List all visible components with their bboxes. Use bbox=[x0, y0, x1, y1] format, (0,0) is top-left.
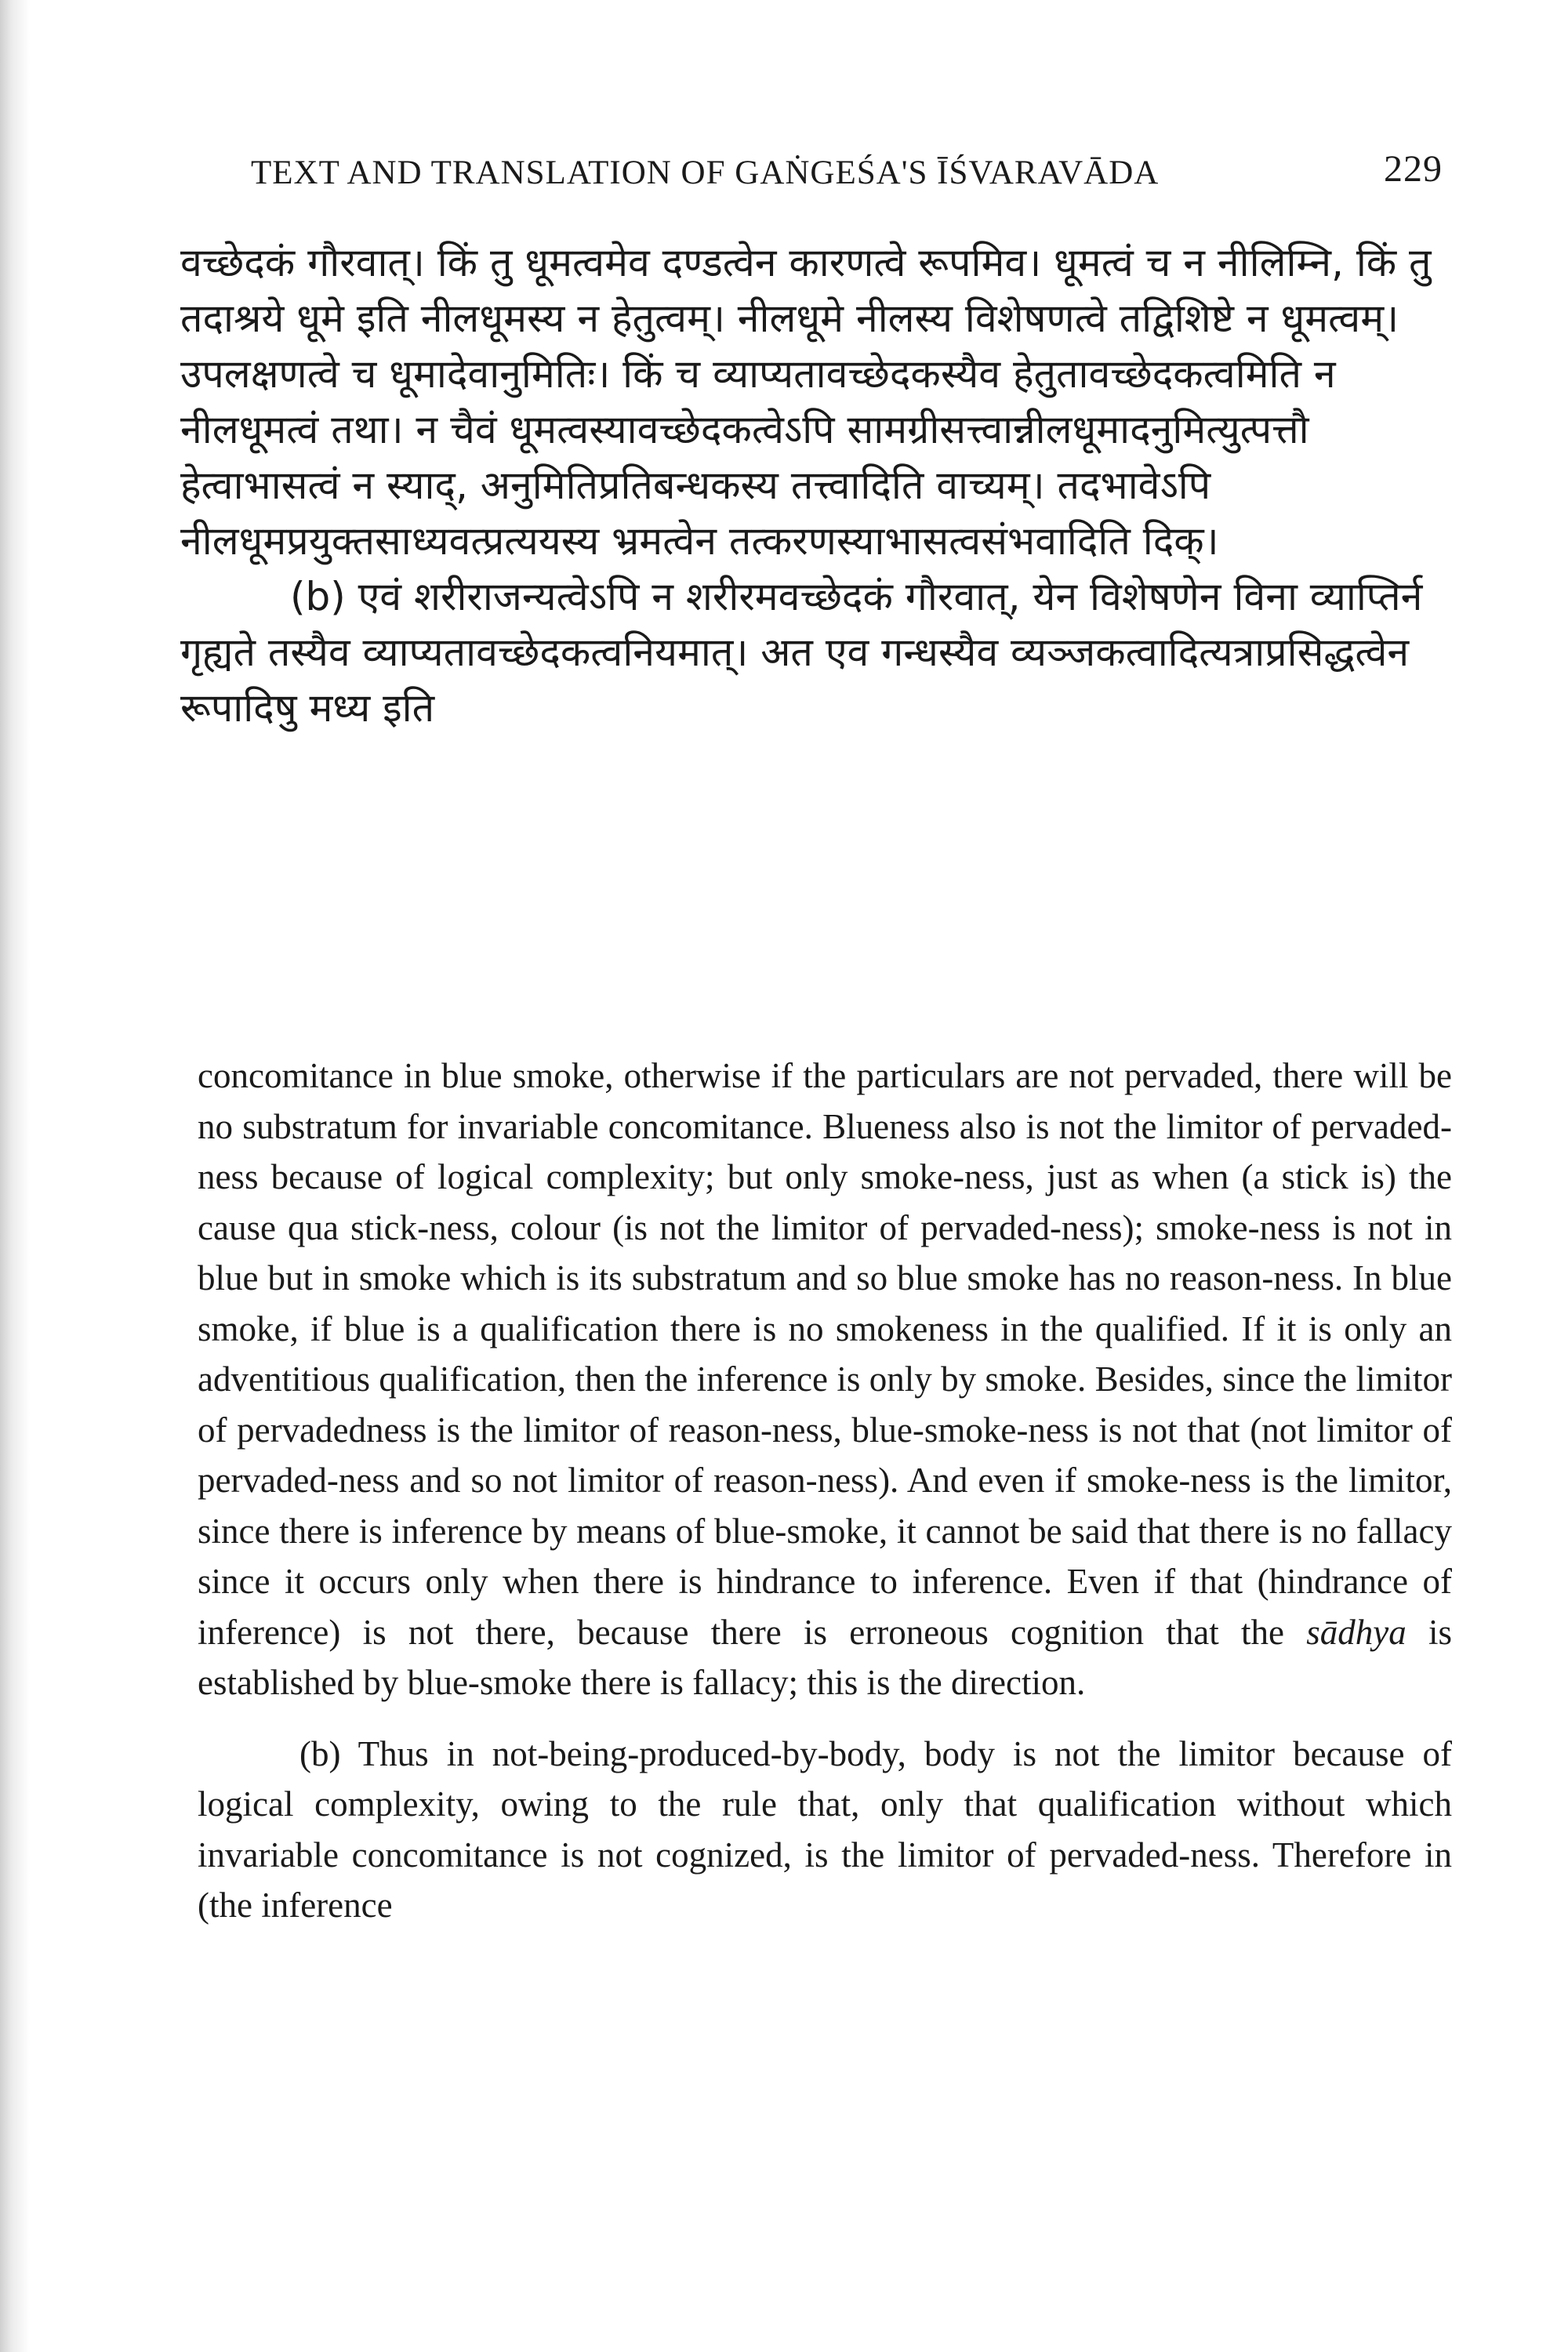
english-translation-block bbox=[198, 1051, 1452, 1931]
page-number: 229 bbox=[1384, 148, 1443, 190]
translation-text-end: is established by blue-smoke there is fallacy; this is the direction. bbox=[198, 1612, 1453, 1702]
italic-term: sādhya bbox=[1306, 1612, 1406, 1652]
sanskrit-paragraph-1: वच्छेदकं गौरवात्। किं तु धूमत्वमेव दण्डत्वेन कारणत्वे रूपमिव। धूमत्वं च न नीलिम्नि, किं तु तदाश्रये धूमे इति नीलधूमस्य न हेतुत्वम्। नीलधूमे नीलस्य विशेषणत्वे तद्विशिष्टे न धूमत्वम्। उपलक्षणत्वे च धूमादेवानुमितिः। किं च व्याप्यतावच्छेदकस्यैव हेतुतावच्छेदकत्वमिति न नीलधूमत्वं तथा। न चैवं धूमत्वस्यावच्छेदकत्वेऽपि सामग्रीसत्त्वान्नीलधूमादनुमित्युत्पत्तौ हेत्वाभासत्वं न स्याद्, अनुमितिप्रतिबन्धकस्य तत्त्वादिति वाच्यम्। तदभावेऽपि नीलधूमप्रयुक्तसाध्यवत्प्रत्ययस्य भ्रमत्वेन तत्करणस्याभासत्वसंभवादिति दिक्। bbox=[180, 240, 1432, 564]
running-header bbox=[251, 147, 1443, 202]
translation-text: concomitance in blue smoke, otherwise if the particulars are not pervaded, there will be no substratum for invariable concomitance. Blueness also is not the limitor of pervaded-ness because of logical complexity; but only smoke-ness, just as when (a stick is) the cause qua stick-ness, colour (is not the limitor of pervaded-ness); smoke-ness is not in blue but in smoke which is its substratum and so blue smoke has no reason-ness. In blue smoke, if blue is a qualification there is no smokeness in the qualified. If it is only an adventitious qualification, then the inference is only by smoke. Besides, since the limitor of pervadedness is the limitor of reason-ness, blue-smoke-ness is not that (not limitor of pervaded-ness and so not limitor of reason-ness). And even if smoke-ness is the limitor, since there is inference by means of blue-smoke, it cannot be said that there is no fallacy since it occurs only when there is hindrance to inference. Even if that (hindrance of inference) is not there, because there is erroneous cognition that the bbox=[198, 1056, 1452, 1652]
page-edge-shadow bbox=[0, 0, 30, 2352]
sanskrit-paragraph-2: (b) एवं शरीराजन्यत्वेऽपि न शरीरमवच्छेदकं गौरवात्, येन विशेषणेन विना व्याप्तिर्न गृह्यते तस्यैव व्याप्यतावच्छेदकत्वनियमात्। अत एव गन्धस्यैव व्यञ्जकत्वादित्यत्राप्रसिद्धत्वेन रूपादिषु मध्य इति bbox=[180, 574, 1423, 731]
header-title: TEXT AND TRANSLATION OF GAṄGEŚA'S ĪŚVARAVĀDA bbox=[251, 154, 1160, 191]
translation-paragraph-2: (b) Thus in not-being-produced-by-body, body is not the limitor because of logical complexity, owing to the rule that, only that qualification without which invariable concomitance is not cognized, is the limitor of pervaded-ness. Therefore in (the inference bbox=[198, 1733, 1452, 1925]
sanskrit-text-block bbox=[180, 235, 1450, 736]
translation-paragraph-1 bbox=[198, 1051, 1452, 1708]
